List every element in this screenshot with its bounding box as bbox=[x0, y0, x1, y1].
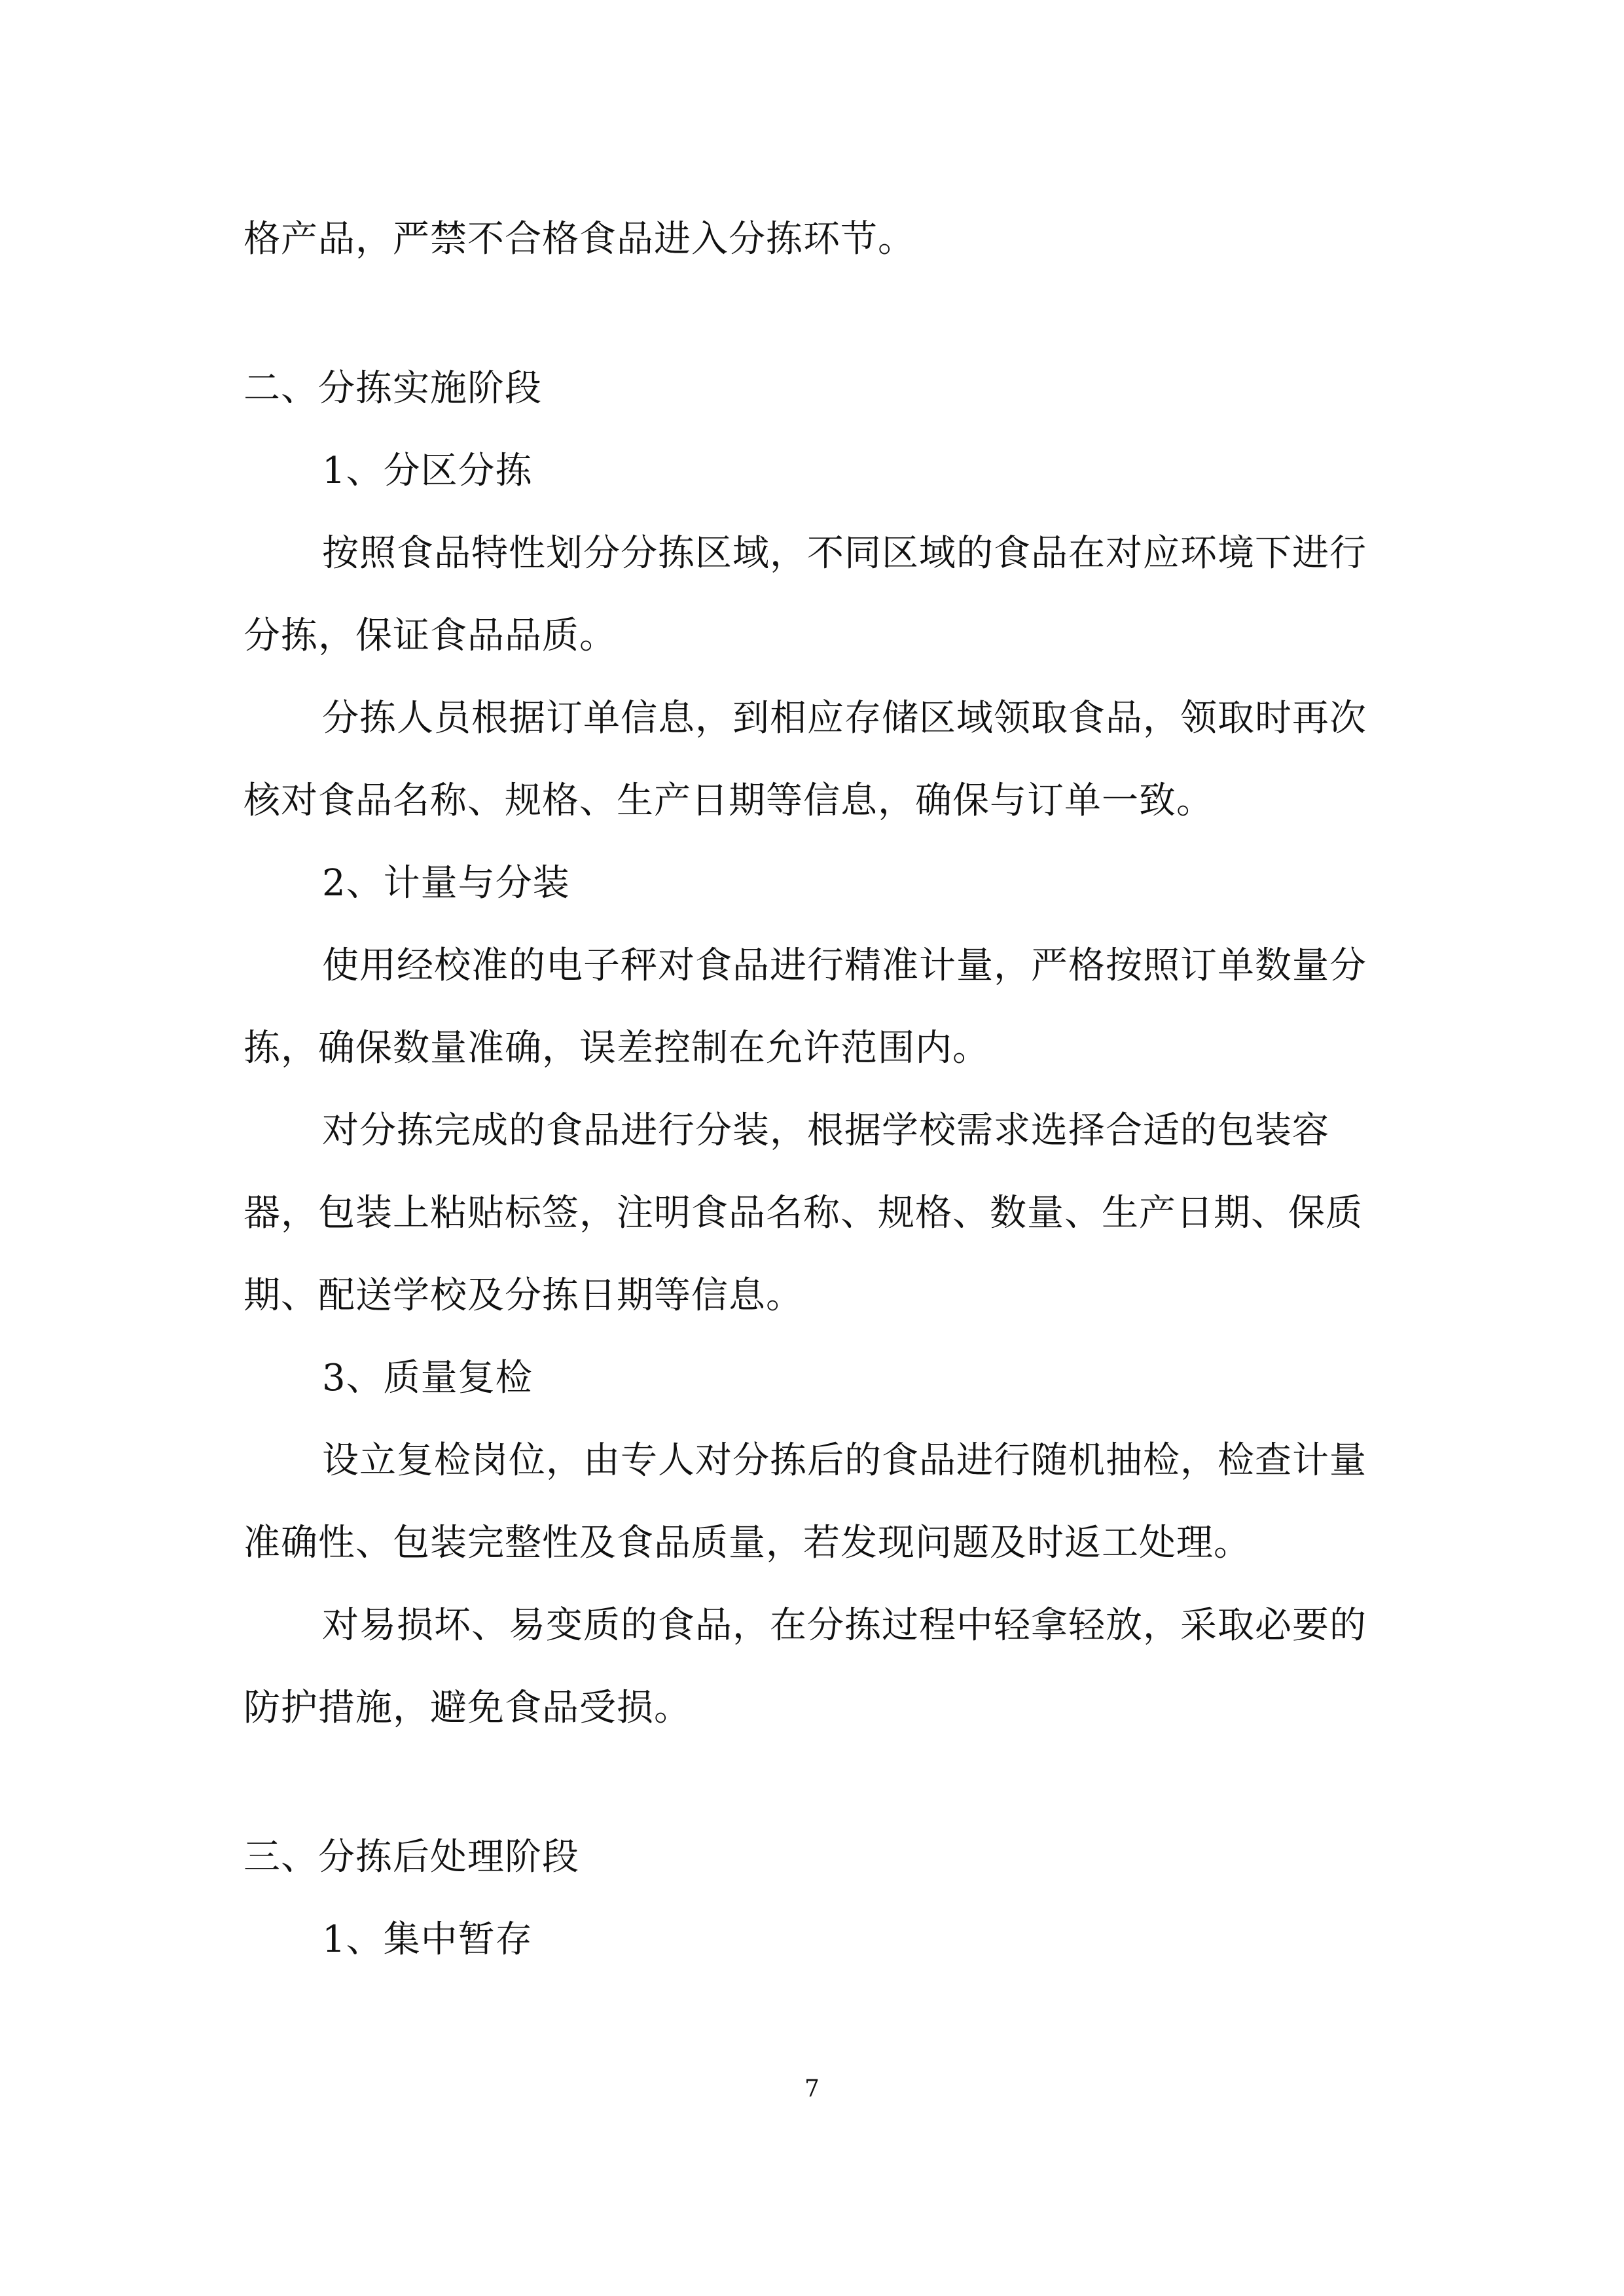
paragraph-line: 设立复检岗位，由专人对分拣后的食品进行随机抽检，检查计量 bbox=[322, 1439, 1367, 1482]
paragraph-continuation-line: 格产品，严禁不合格食品进入分拣环节。 bbox=[244, 218, 915, 260]
paragraph-line: 核对食品名称、规格、生产日期等信息，确保与订单一致。 bbox=[244, 780, 1214, 822]
paragraph-line: 分拣，保证食品品质。 bbox=[244, 615, 617, 657]
page-number: 7 bbox=[804, 2075, 820, 2102]
paragraph-line: 按照食品特性划分分拣区域，不同区域的食品在对应环境下进行 bbox=[322, 532, 1367, 575]
paragraph-line: 对易损坏、易变质的食品，在分拣过程中轻拿轻放，采取必要的 bbox=[322, 1604, 1367, 1647]
section-heading-sorting-implementation: 二、分拣实施阶段 bbox=[244, 367, 542, 410]
paragraph-line: 准确性、包装完整性及食品质量，若发现问题及时返工处理。 bbox=[244, 1522, 1251, 1564]
paragraph-line: 防护措施，避免食品受损。 bbox=[244, 1687, 691, 1729]
subheading-zone-sorting: 1、分区分拣 bbox=[322, 450, 533, 492]
subheading-centralized-storage: 1、集中暂存 bbox=[322, 1918, 533, 1961]
paragraph-line: 拣，确保数量准确，误差控制在允许范围内。 bbox=[244, 1027, 990, 1069]
paragraph-line: 器，包装上粘贴标签，注明食品名称、规格、数量、生产日期、保质 bbox=[244, 1192, 1363, 1234]
paragraph-line: 期、配送学校及分拣日期等信息。 bbox=[244, 1274, 803, 1317]
paragraph-line: 使用经校准的电子秤对食品进行精准计量，严格按照订单数量分 bbox=[322, 944, 1367, 987]
subheading-weighing-and-packing: 2、计量与分装 bbox=[322, 862, 570, 905]
paragraph-line: 对分拣完成的食品进行分装，根据学校需求选择合适的包装容 bbox=[322, 1109, 1329, 1152]
section-heading-post-sorting: 三、分拣后处理阶段 bbox=[244, 1836, 579, 1878]
paragraph-line: 分拣人员根据订单信息，到相应存储区域领取食品，领取时再次 bbox=[322, 697, 1367, 740]
subheading-quality-recheck: 3、质量复检 bbox=[322, 1357, 533, 1399]
